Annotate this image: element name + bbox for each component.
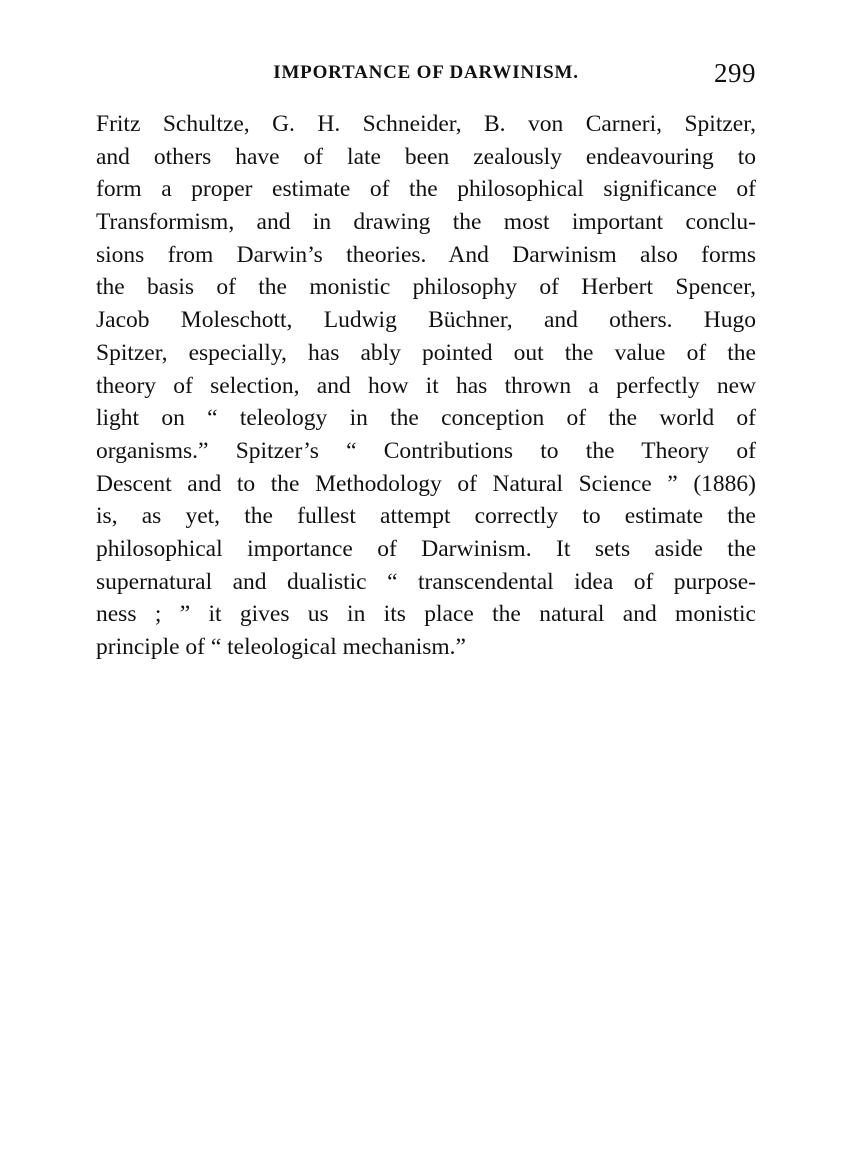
text-line: supernatural and dualistic “ transcendental idea of purpose-	[96, 568, 756, 595]
text-line: Fritz Schultze, G. H. Schneider, B. von Carneri, Spitzer,	[96, 111, 756, 137]
text-line: Spitzer, especially, has ably pointed out the value of the	[96, 339, 756, 366]
running-title: IMPORTANCE OF DARWINISM.	[273, 62, 579, 83]
text-line: is, as yet, the fullest attempt correctly to estimate the	[96, 503, 756, 530]
text-line: form a proper estimate of the philosophical significance of	[96, 176, 756, 203]
text-line-last: principle of “ teleological mechanism.”	[96, 634, 466, 660]
text-line: sions from Darwin’s theories. And Darwinism also forms	[96, 241, 756, 268]
running-head	[96, 58, 756, 92]
text-line: theory of selection, and how it has thrown a perfectly new	[96, 372, 756, 399]
text-line: and others have of late been zealously endeavouring to	[96, 143, 756, 170]
text-line: Descent and to the Methodology of Natural Science ” (1886)	[96, 470, 756, 497]
text-line: philosophical importance of Darwinism. It sets aside the	[96, 535, 756, 562]
body-paragraph	[96, 108, 756, 664]
text-line: organisms.” Spitzer’s “ Contributions to the Theory of	[96, 437, 756, 464]
text-line: Jacob Moleschott, Ludwig Büchner, and others. Hugo	[96, 307, 756, 334]
text-line: light on “ teleology in the conception of the world of	[96, 405, 756, 432]
page-number: 299	[714, 58, 756, 88]
text-line: Transformism, and in drawing the most important conclu-	[96, 209, 756, 236]
text-line: the basis of the monistic philosophy of Herbert Spencer,	[96, 274, 756, 301]
text-line: ness ; ” it gives us in its place the natural and monistic	[96, 601, 756, 628]
